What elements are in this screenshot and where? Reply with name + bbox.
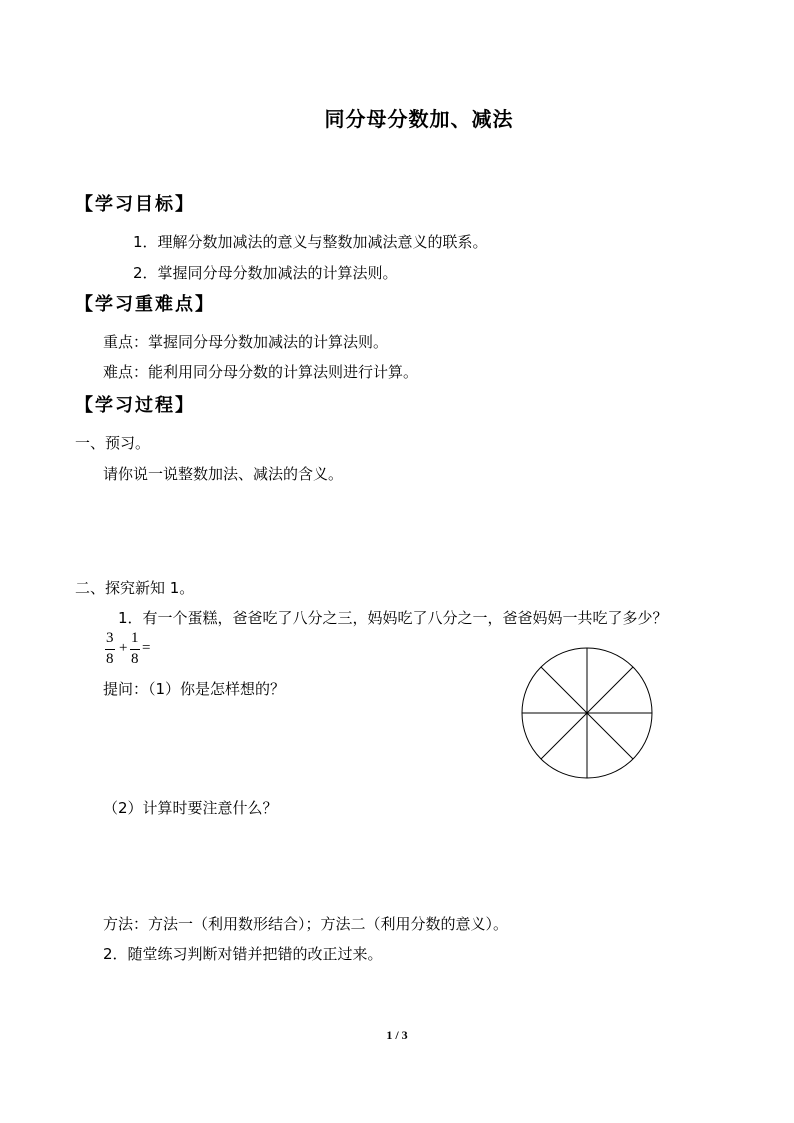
- page-title: 同分母分数加、减法: [324, 107, 514, 131]
- fraction-denominator-2: 8: [131, 651, 139, 667]
- method-text: 方法：方法一（利用数形结合）；方法二（利用分数的意义）。: [103, 915, 509, 933]
- fraction-bar-2: [130, 649, 140, 650]
- preview-title: 一、预习。: [75, 434, 151, 452]
- explore-title: 二、探究新知 1。: [75, 579, 195, 597]
- plus-sign: +: [119, 640, 128, 656]
- equals-sign: =: [142, 640, 151, 656]
- fraction-bar-1: [105, 649, 115, 650]
- fraction-numerator-1: 3: [106, 630, 114, 646]
- problem-2: 2．随堂练习判断对错并把错的改正过来。: [103, 945, 383, 963]
- page-number: 1 / 3: [386, 1028, 408, 1042]
- problem-1: 1．有一个蛋糕，爸爸吃了八分之三，妈妈吃了八分之一，爸爸妈妈一共吃了多少？: [118, 609, 668, 627]
- cake-circle-diagram: [520, 646, 654, 780]
- preview-prompt: 请你说一说整数加法、减法的含义。: [103, 465, 344, 483]
- question-2: （2）计算时要注意什么？: [103, 799, 278, 817]
- key-points-heading: 【学习重难点】: [75, 294, 215, 315]
- question-1: 提问：（1）你是怎样想的？: [103, 680, 286, 698]
- key-point-2: 难点：能利用同分母分数的计算法则进行计算。: [103, 363, 419, 381]
- goal-item-1: 1．理解分数加减法的意义与整数加减法意义的联系。: [133, 233, 488, 251]
- fraction-denominator-1: 8: [106, 651, 114, 667]
- goals-heading: 【学习目标】: [75, 194, 195, 215]
- fraction-expression: [103, 630, 163, 670]
- key-point-1: 重点：掌握同分母分数加减法的计算法则。: [103, 333, 389, 351]
- goal-item-2: 2．掌握同分母分数加减法的计算法则。: [133, 264, 398, 282]
- fraction-numerator-2: 1: [131, 630, 139, 646]
- process-heading: 【学习过程】: [75, 395, 195, 416]
